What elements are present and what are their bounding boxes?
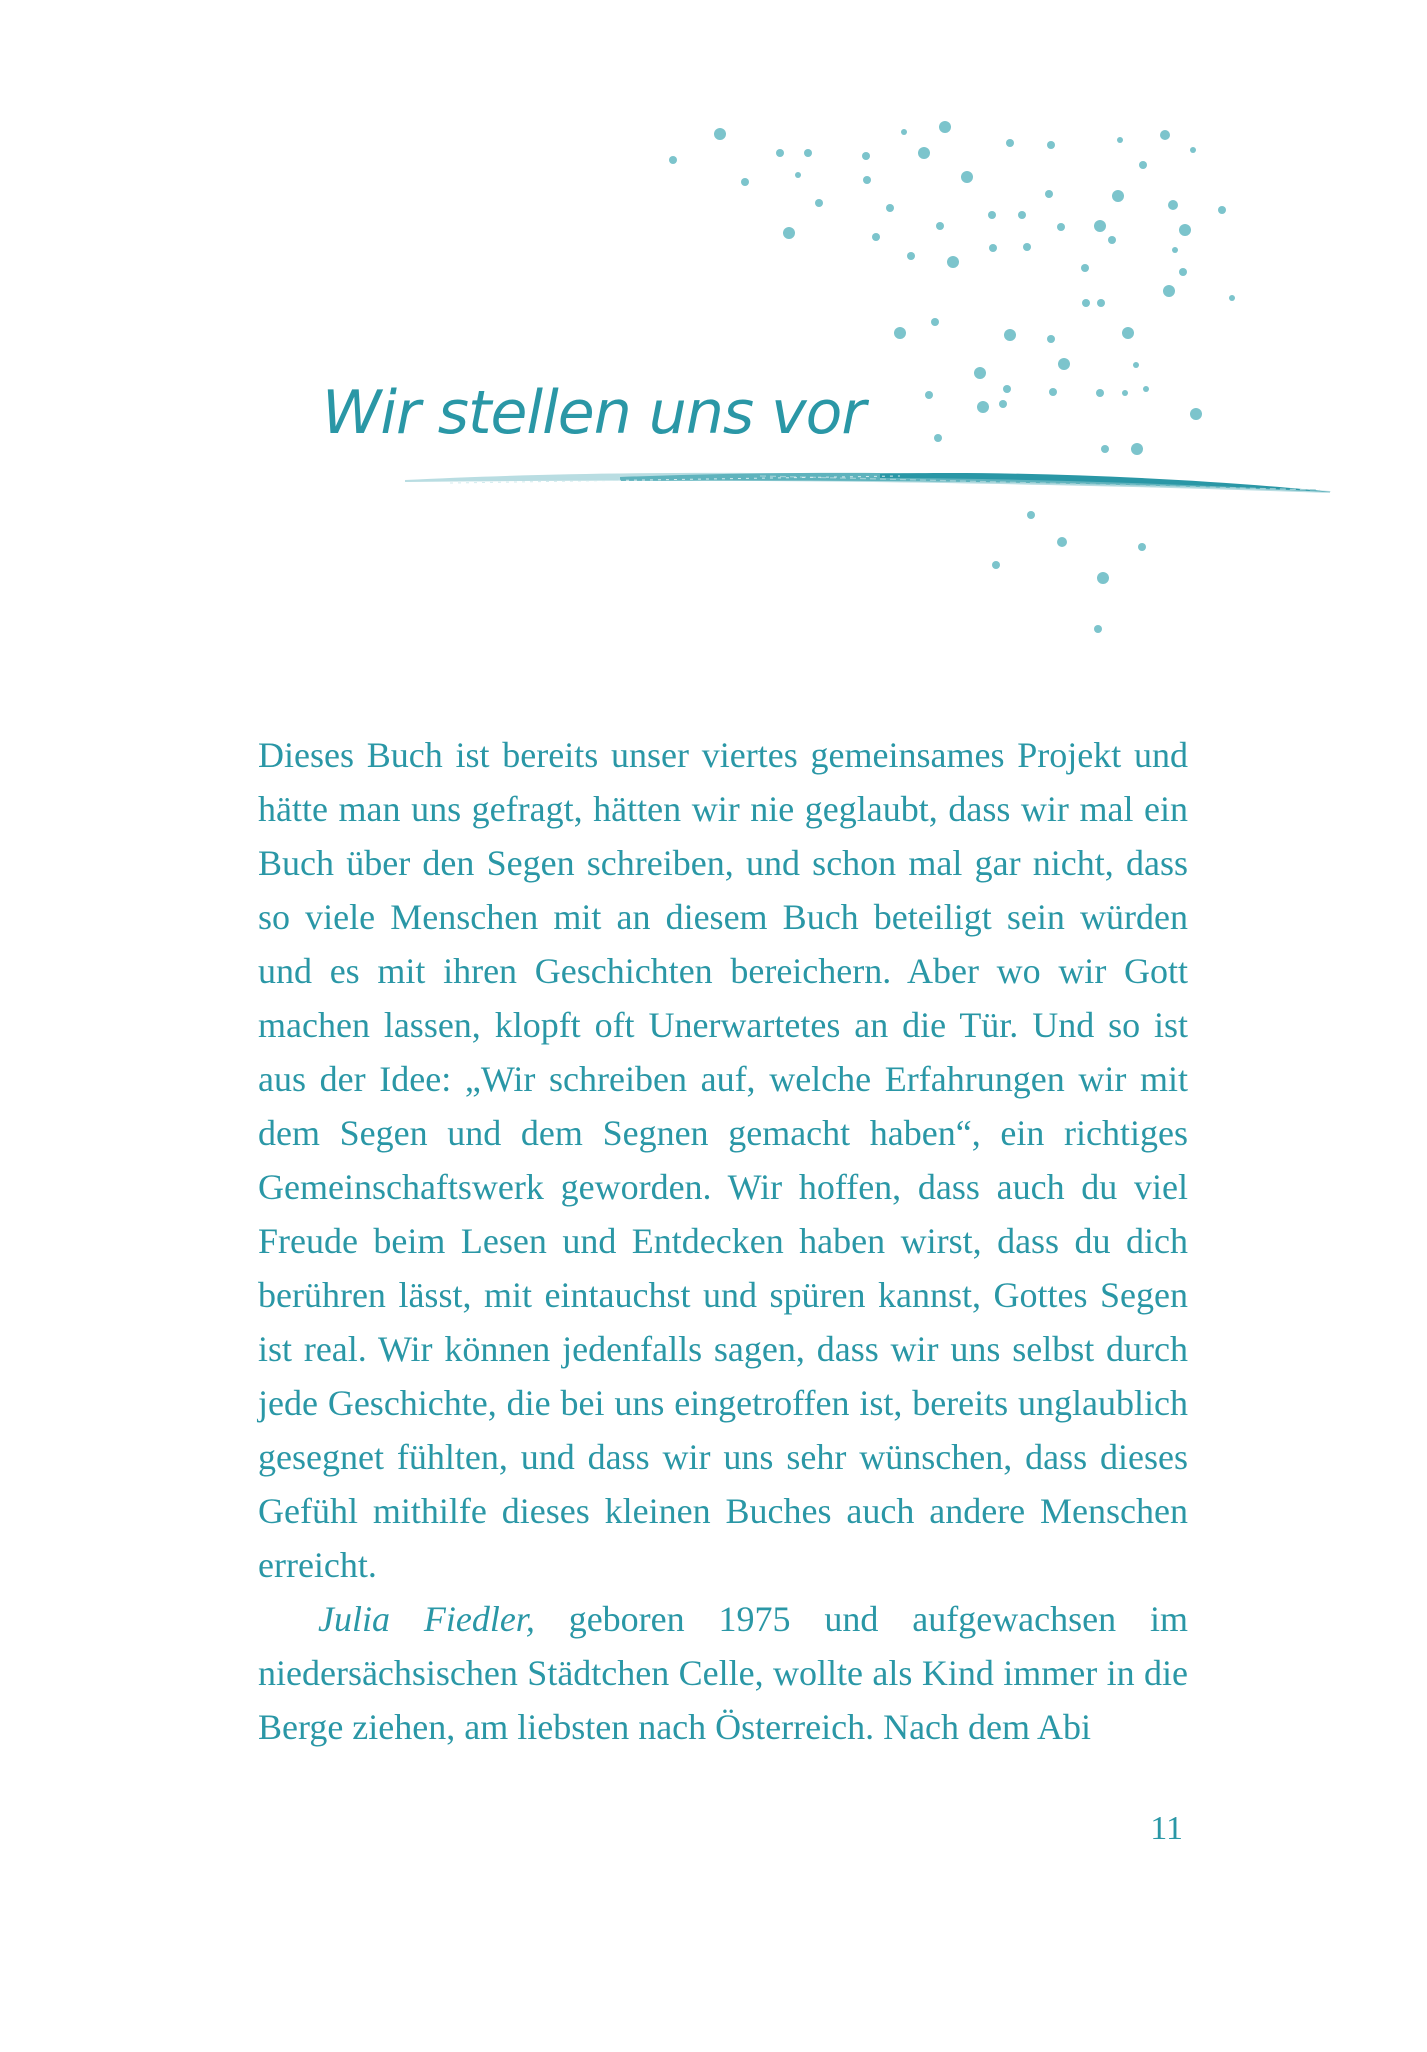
decorative-dots xyxy=(669,121,1235,633)
paragraph-julia-fiedler-text: geboren 1975 und aufgewachsen im niedersächsischen Städtchen Celle, wollte als Kind immer in die Berge ziehen, am liebsten nach Österreich. Nach dem Abi xyxy=(258,1599,1189,1747)
page-number: 11 xyxy=(1150,1810,1183,1847)
chapter-title: Wir stellen uns vor xyxy=(322,378,866,448)
body-text xyxy=(258,728,1188,1754)
dot-sprinkle-decoration xyxy=(0,0,1427,700)
paragraph-julia-fiedler xyxy=(258,1592,1188,1754)
author-name-julia-fiedler: Julia Fiedler, xyxy=(318,1599,535,1639)
paragraph-intro: Dieses Buch ist bereits unser viertes gemeinsames Projekt und hätte man uns gefragt, hätten wir nie geglaubt, dass wir mal ein Buch über den Segen schreiben, und schon mal gar nicht, dass so viele Menschen mit an diesem Buch beteiligt sein würden und es mit ihren Geschichten bereichern. Aber wo wir Gott machen lassen, klopft oft Unerwartetes an die Tür. Und so ist aus der Idee: „Wir schreiben auf, welche Erfahrungen wir mit dem Segen und dem Segnen gemacht haben“, ein richtiges Gemeinschaftswerk geworden. Wir hoffen, dass auch du viel Freude beim Lesen und Entdecken haben wirst, dass du dich berühren lässt, mit eintauchst und spüren kannst, Gottes Segen ist real. Wir können jedenfalls sagen, dass wir uns selbst durch jede Geschichte, die bei uns eingetroffen ist, bereits unglaublich gesegnet fühlten, und dass wir uns sehr wünschen, dass dieses Gefühl mithilfe dieses kleinen Buches auch andere Menschen erreicht. xyxy=(258,735,1188,1585)
brush-stroke-underline xyxy=(405,473,1332,493)
